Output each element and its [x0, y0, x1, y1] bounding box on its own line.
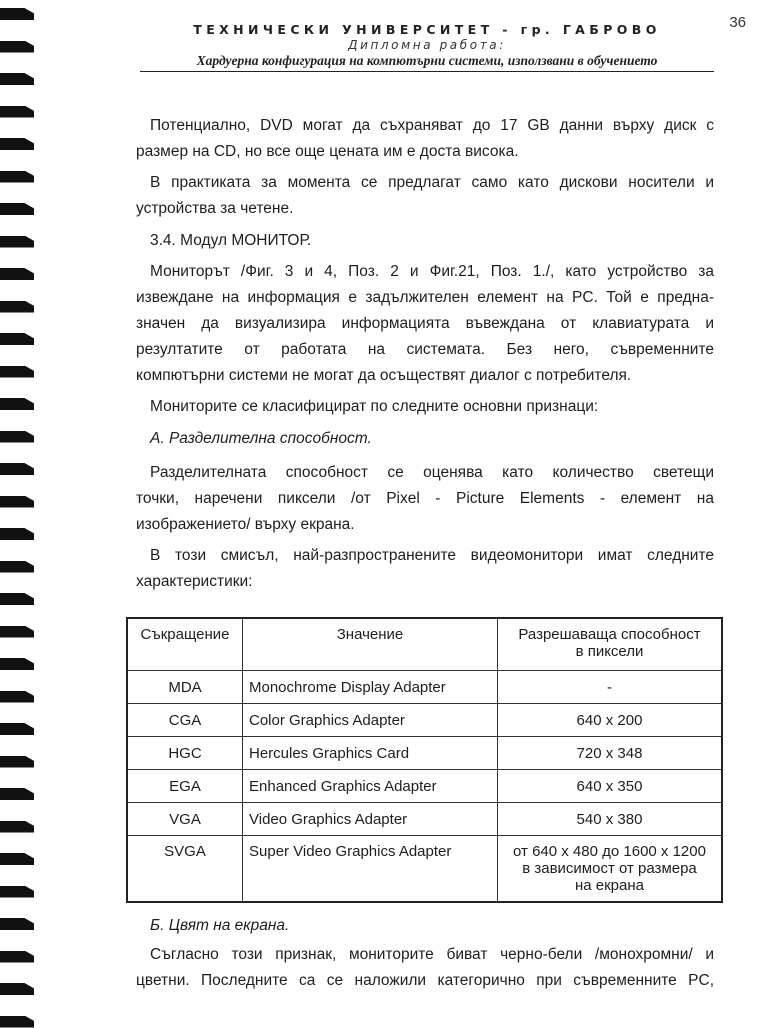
paragraph-dvd-practice [136, 170, 714, 222]
binding-slot [0, 496, 34, 508]
spiral-binding [0, 0, 40, 1024]
table-row [127, 737, 722, 770]
binding-slot [0, 658, 34, 670]
paragraph-monitor-intro [136, 259, 714, 389]
header-university: ТЕХНИЧЕСКИ УНИВЕРСИТЕТ - гр. ГАБРОВО [193, 22, 661, 37]
binding-slot [0, 626, 34, 638]
text-line: В този смисъл, най-разпространените видеомонитори имат следните [150, 547, 714, 564]
table-row [127, 704, 722, 737]
binding-slot [0, 528, 34, 540]
text-line: В практиката за момента се предлагат само като дискови носители и [150, 174, 714, 191]
binding-slot [0, 41, 34, 53]
header-cell-resolution [498, 618, 723, 671]
text-line: значен да визуализира информацията въвеждана от клавиатурата и [136, 315, 714, 332]
cell-meaning: Hercules Graphics Card [243, 737, 498, 770]
text-line: компютърни системи не могат да осъществят диалог с потребителя. [136, 367, 632, 384]
cell-meaning: Enhanced Graphics Adapter [243, 770, 498, 803]
cell-meaning: Monochrome Display Adapter [243, 671, 498, 704]
heading-screen-color-text: Б. Цвят на екрана. [150, 917, 290, 934]
binding-slot [0, 951, 34, 963]
binding-slot [0, 431, 34, 443]
cell-resolution: 540 x 380 [498, 803, 723, 836]
header-resolution-line1: Разрешаваща способност [518, 626, 701, 643]
binding-slot [0, 561, 34, 573]
section-heading-text: 3.4. Модул МОНИТОР. [150, 232, 312, 249]
cell-meaning: Video Graphics Adapter [243, 803, 498, 836]
cell-abbreviation: HGC [127, 737, 243, 770]
binding-slot [0, 983, 34, 995]
binding-slot [0, 8, 34, 20]
binding-slot [0, 756, 34, 768]
binding-slot [0, 1016, 34, 1028]
text-line: цветни. Последните са се наложили категорично при съвременните PC, [136, 972, 714, 989]
section-heading-monitor [136, 228, 714, 254]
header-resolution-line2: в пиксели [575, 643, 644, 660]
heading-resolution-text: А. Разделителна способност. [150, 430, 372, 447]
binding-slot [0, 138, 34, 150]
binding-slot [0, 236, 34, 248]
cell-abbreviation: EGA [127, 770, 243, 803]
text-line: резултатите от работата на системата. Без него, съвременните [136, 341, 714, 358]
heading-resolution [136, 426, 714, 452]
page-header [140, 22, 714, 72]
binding-slot [0, 171, 34, 183]
text-line: Мониторите се класифицират по следните основни признаци: [150, 398, 599, 415]
table-row [127, 836, 722, 903]
binding-slot [0, 593, 34, 605]
resolution-table [126, 617, 723, 903]
cell-resolution-line: на екрана [574, 877, 644, 894]
binding-slot [0, 853, 34, 865]
cell-resolution: 640 x 200 [498, 704, 723, 737]
header-cell-meaning: Значение [243, 618, 498, 671]
paragraph-resolution [136, 460, 714, 538]
text-line: Разделителната способност се оценява като количество светещи [150, 464, 714, 481]
text-line: Потенциално, DVD могат да съхраняват до 17 GB данни върху диск с [150, 117, 714, 134]
table-row [127, 671, 722, 704]
cell-resolution: 720 x 348 [498, 737, 723, 770]
binding-slot [0, 268, 34, 280]
cell-resolution-line: от 640 x 480 до 1600 x 1200 [513, 843, 706, 860]
header-thesis-subject: Хардуерна конфигурация на компютърни системи, използвани в обучението [196, 53, 658, 68]
header-cell-abbreviation: Съкращение [127, 618, 243, 671]
paragraph-classification [136, 394, 714, 420]
binding-slot [0, 463, 34, 475]
table-row [127, 770, 722, 803]
table-row [127, 803, 722, 836]
binding-slot [0, 398, 34, 410]
binding-slot [0, 301, 34, 313]
paragraph-dvd-capacity [136, 113, 714, 165]
cell-resolution [498, 836, 723, 903]
text-line: точки, наречени пиксели /от Pixel - Picture Elements - елемент на [136, 490, 714, 507]
binding-slot [0, 106, 34, 118]
text-line: Съгласно този признак, мониторите биват черно-бели /монохромни/ и [150, 946, 714, 963]
cell-abbreviation: VGA [127, 803, 243, 836]
binding-slot [0, 366, 34, 378]
binding-slot [0, 723, 34, 735]
binding-slot [0, 918, 34, 930]
cell-abbreviation: SVGA [127, 836, 243, 903]
header-rule [140, 71, 714, 72]
binding-slot [0, 886, 34, 898]
page-number: 36 [729, 14, 746, 31]
text-line: устройства за четене. [136, 200, 294, 217]
paragraph-screen-color [136, 942, 714, 994]
binding-slot [0, 203, 34, 215]
binding-slot [0, 691, 34, 703]
binding-slot [0, 73, 34, 85]
cell-resolution-line: в зависимост от размера [522, 860, 697, 877]
paragraph-common-monitors [136, 543, 714, 595]
binding-slot [0, 788, 34, 800]
text-line: извеждане на информация е задължителен елемент на PC. Той е предна- [136, 289, 714, 306]
text-line: Мониторът /Фиг. 3 и 4, Поз. 2 и Фиг.21, Поз. 1./, като устройство за [150, 263, 714, 280]
cell-abbreviation: MDA [127, 671, 243, 704]
text-line: характеристики: [136, 573, 253, 590]
cell-meaning: Color Graphics Adapter [243, 704, 498, 737]
text-line: изображението/ върху екрана. [136, 516, 355, 533]
heading-screen-color [136, 913, 714, 939]
cell-resolution: 640 x 350 [498, 770, 723, 803]
binding-slot [0, 333, 34, 345]
cell-resolution: - [498, 671, 723, 704]
header-thesis-label: Дипломна работа: [348, 38, 506, 52]
binding-slot [0, 821, 34, 833]
cell-abbreviation: CGA [127, 704, 243, 737]
cell-meaning: Super Video Graphics Adapter [243, 836, 498, 903]
table-header-row [127, 618, 722, 671]
text-line: размер на CD, но все още цената им е доста висока. [136, 143, 519, 160]
